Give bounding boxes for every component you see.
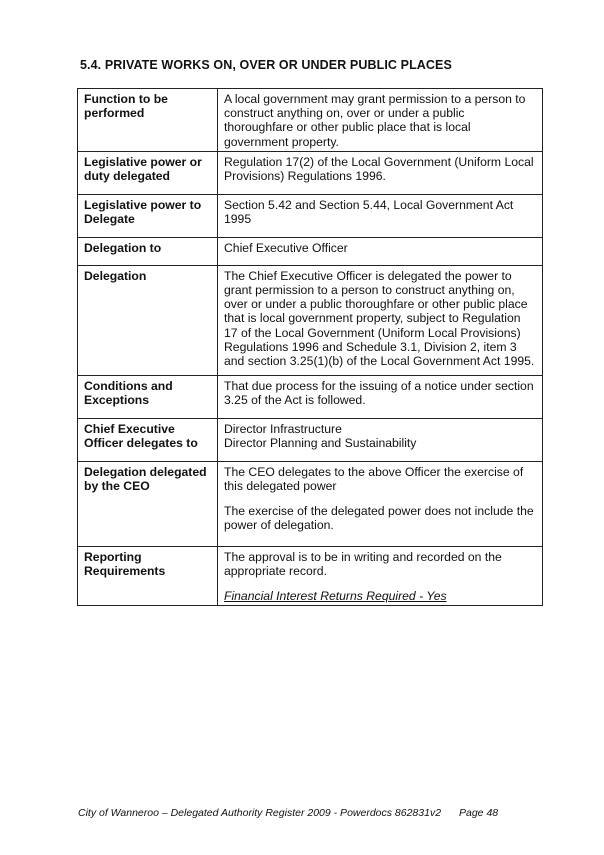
row-value bbox=[218, 418, 543, 461]
row-label: Reporting Requirements bbox=[78, 546, 218, 606]
row-label: Legislative power or duty delegated bbox=[78, 151, 218, 194]
page-footer bbox=[78, 807, 499, 819]
financial-interest-note: Financial Interest Returns Required - Yes bbox=[224, 589, 447, 604]
section-heading: 5.4. PRIVATE WORKS ON, OVER OR UNDER PUBLIC PLACES bbox=[80, 58, 452, 72]
row-value bbox=[218, 461, 543, 546]
row-label: Legislative power to Delegate bbox=[78, 194, 218, 237]
row-value: The Chief Executive Officer is delegated the power to grant permission to a person to construct anything on, over or under a public thoroughfare or other public place that is local government property, subject to Regulation 17 of the Local Government (Uniform Local Provisions) Regulations 1996 and Schedule 3.1, Division 2, item 3 and section 3.25(1)(b) of the Local Government Act 1995. bbox=[218, 265, 543, 375]
table-row bbox=[78, 546, 543, 606]
table-row bbox=[78, 265, 543, 375]
delegate-officer: Director Planning and Sustainability bbox=[224, 436, 417, 451]
delegation-table bbox=[77, 88, 543, 606]
row-label: Delegation delegated by the CEO bbox=[78, 461, 218, 546]
table-row bbox=[78, 375, 543, 418]
row-value: Regulation 17(2) of the Local Government (Uniform Local Provisions) Regulations 1996. bbox=[218, 151, 543, 194]
table-row bbox=[78, 194, 543, 237]
table-row bbox=[78, 89, 543, 152]
row-value: Chief Executive Officer bbox=[218, 237, 543, 265]
page-number: Page 48 bbox=[459, 807, 499, 819]
row-label: Function to be performed bbox=[78, 89, 218, 152]
paragraph: The approval is to be in writing and recorded on the appropriate record. bbox=[224, 549, 502, 579]
footer-text: City of Wanneroo – Delegated Authority Register 2009 - Powerdocs 862831v2 bbox=[78, 807, 442, 819]
row-value: That due process for the issuing of a notice under section 3.25 of the Act is followed. bbox=[218, 375, 543, 418]
delegate-officer: Director Infrastructure bbox=[224, 421, 342, 436]
paragraph: The exercise of the delegated power does not include the power of delegation. bbox=[224, 504, 534, 533]
table-row bbox=[78, 237, 543, 265]
table-row bbox=[78, 418, 543, 461]
row-value: Section 5.42 and Section 5.44, Local Government Act 1995 bbox=[218, 194, 543, 237]
paragraph: The CEO delegates to the above Officer the exercise of this delegated power bbox=[224, 464, 524, 494]
row-label: Chief Executive Officer delegates to bbox=[78, 418, 218, 461]
table-row bbox=[78, 151, 543, 194]
row-value bbox=[218, 546, 543, 606]
table-row bbox=[78, 461, 543, 546]
row-label: Delegation to bbox=[78, 237, 218, 265]
row-value: A local government may grant permission to a person to construct anything on, over or under a public thoroughfare or other public place that is local government property. bbox=[218, 89, 543, 152]
row-label: Delegation bbox=[78, 265, 218, 375]
row-label: Conditions and Exceptions bbox=[78, 375, 218, 418]
